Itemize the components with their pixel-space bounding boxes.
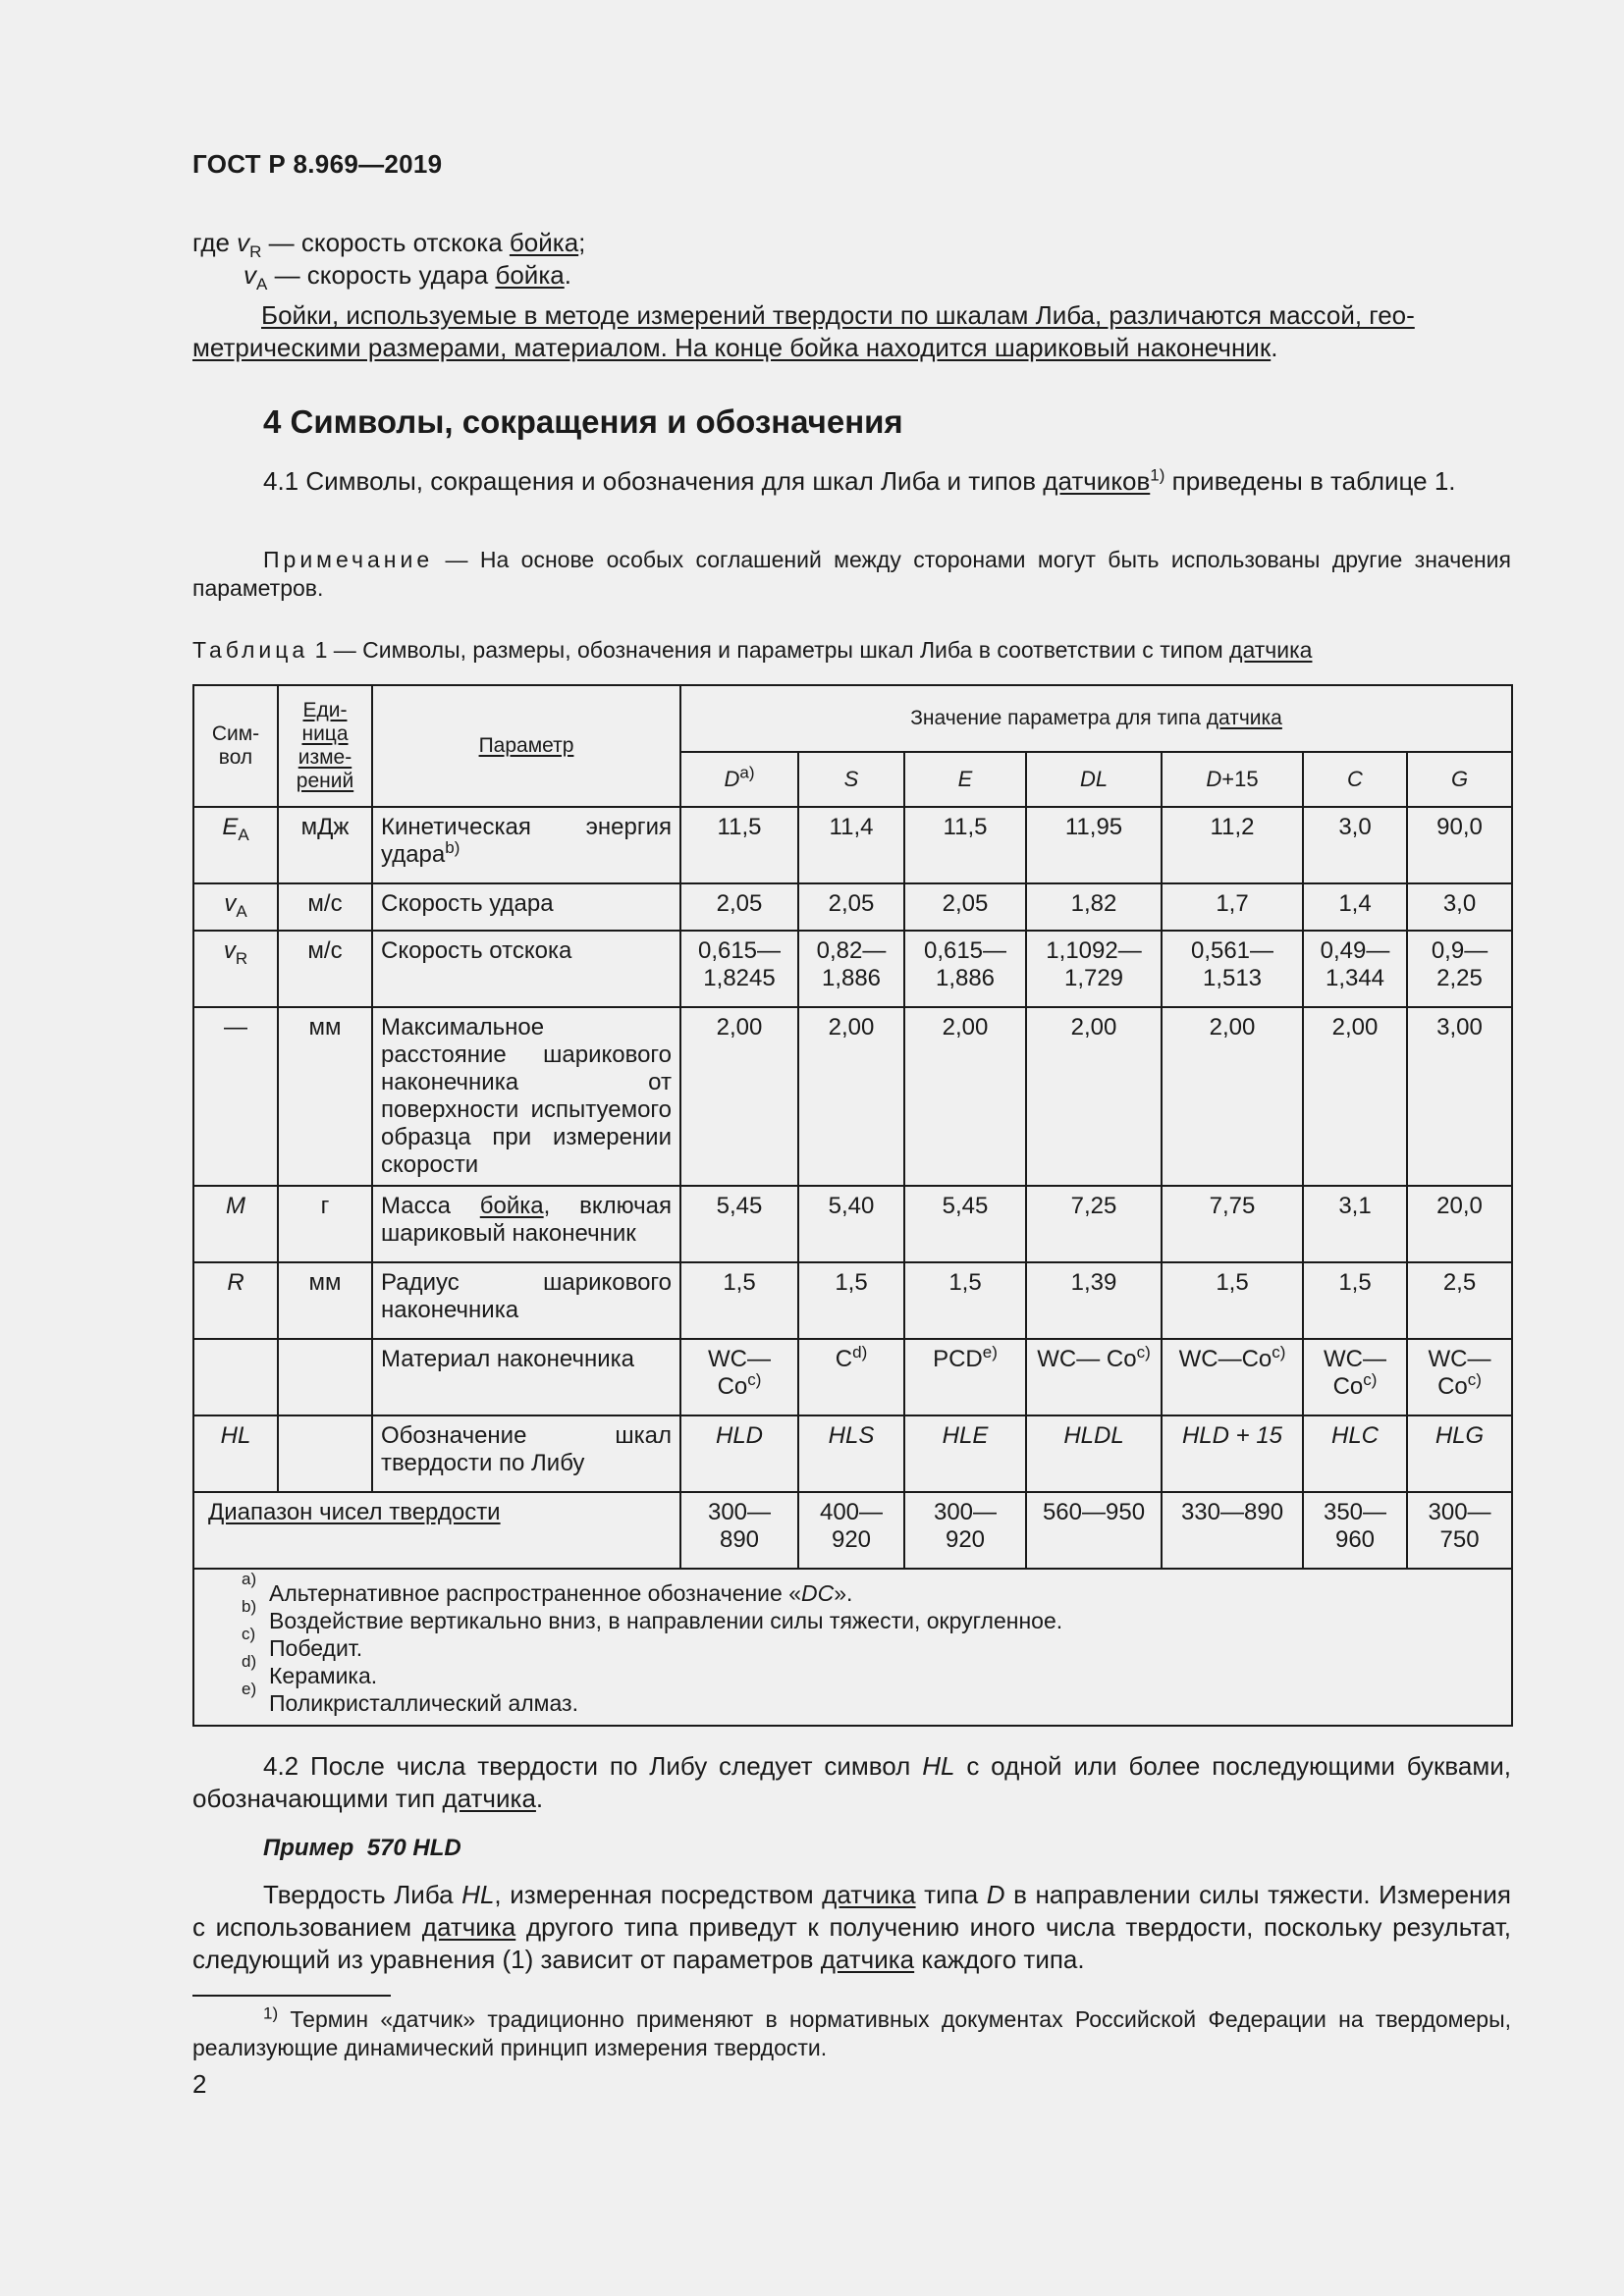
- table-row: M г Масса бойка, включая шариковый наконечник 5,45 5,40 5,45 7,25 7,75 3,1 20,0: [193, 1186, 1512, 1262]
- note: Примечание — На основе особых соглашений между сторонами могут быть использованы другие значения параметров.: [192, 547, 1511, 601]
- type-header: DL: [1026, 752, 1162, 807]
- table-caption: Таблица 1 — Символы, размеры, обозначения и параметры шкал Либа в соответствии с типом датчика: [192, 637, 1313, 663]
- example: Пример 570 HLD: [263, 1835, 461, 1861]
- definition-vr: где $v_R$ — скорость отскока бойка;: [192, 228, 586, 262]
- definition-va: $v_A$ — скорость удара бойка.: [244, 260, 571, 294]
- range-row: Диапазон чисел твердости 300— 890 400— 920 300— 920 560—950 330—890 350— 960 300— 750: [193, 1492, 1512, 1569]
- page-number: 2: [192, 2069, 207, 2099]
- term-link: бойка: [509, 228, 579, 257]
- type-header: G: [1407, 752, 1512, 807]
- paragraph-leeb: Твердость Либа HL, измеренная посредством датчика типа D в направлении силы тяжести. Измерения с использованием датчика другого типа приведут к получению иного числа твердости, поскольку результат, следующий из уравнения (1) зависит от параметров датчика каждого типа.: [192, 1880, 1512, 1974]
- footnote: a) Альтернативное распространенное обозначение «DC».: [242, 1570, 853, 1606]
- table-row: $E_A$ мДж Кинетическая энергия удара$^{b)}$ 11,5 11,4 11,5 11,95 11,2 3,0 90,0: [193, 807, 1512, 883]
- table-row: $v_A$ м/с Скорость удара 2,05 2,05 2,05 1,82 1,7 1,4 3,0: [193, 883, 1512, 931]
- clause-4-1: 4.1 Символы, сокращения и обозначения для шкал Либа и типов датчиков$^{1)}$ приведены в таблице 1.: [263, 465, 1456, 496]
- table-row: Материал наконечника WC— Co$^{c)}$ $C^{d)}$ PCD$^{e)}$ WC— Co$^{c)}$ WC—Co$^{c)}$ WC— Co$^{c)}$ WC— Co$^{c)}$: [193, 1339, 1512, 1415]
- footnote-rule: [192, 1995, 391, 1997]
- col-header-parameter: Параметр: [372, 685, 680, 807]
- type-header: S: [798, 752, 904, 807]
- table-row: $v_R$ м/с Скорость отскока 0,615— 1,8245 0,82— 1,886 0,615— 1,886 1,1092— 1,729 0,561— 1,513 0,49— 1,344 0,9— 2,25: [193, 931, 1512, 1007]
- footnote: d) Керамика.: [242, 1652, 378, 1688]
- page-footnote: $^{1)}$ Термин «датчик» традиционно применяют в нормативных документах Российской Федерации на твердомеры, реализующие динамический принцип измерения твердости.: [192, 2003, 1511, 2060]
- col-header-value-group: Значение параметра для типа датчика: [680, 685, 1512, 752]
- type-header: $D^{a)}$: [680, 752, 798, 807]
- table-footnotes: [193, 1569, 1512, 1726]
- type-header: C: [1303, 752, 1407, 807]
- col-header-symbol: Сим-вол: [193, 685, 278, 807]
- table-1: [192, 684, 1513, 1727]
- document-header: ГОСТ Р 8.969—2019: [192, 149, 443, 179]
- section-title: 4 Символы, сокращения и обозначения: [263, 403, 903, 440]
- table-row: HL Обозначение шкал твердости по Либу HLD HLS HLE HLDL HLD + 15 HLC HLG: [193, 1415, 1512, 1492]
- footnote: e) Поликристаллический алмаз.: [242, 1680, 578, 1716]
- clause-4-2: 4.2 После числа твердости по Либу следует символ HL с одной или более последующими буквами, обозначающими тип датчика.: [192, 1751, 1511, 1813]
- table-row: — мм Максимальное расстояние шарикового наконечника от поверхности испытуемого образца при измерении скорости 2,00 2,00 2,00 2,00 2,00 2,00 3,00: [193, 1007, 1512, 1186]
- col-header-unit: Еди- ница изме- рений: [278, 685, 372, 807]
- table-row: R мм Радиус шарикового наконечника 1,5 1,5 1,5 1,39 1,5 1,5 2,5: [193, 1262, 1512, 1339]
- footnote: b) Воздействие вертикально вниз, в направлении силы тяжести, округленное.: [242, 1597, 1063, 1633]
- type-header: E: [904, 752, 1026, 807]
- footnote: c) Победит.: [242, 1625, 363, 1661]
- type-header: D+15: [1162, 752, 1303, 807]
- paragraph-strikers: Бойки, используемые в методе измерений твердости по шкалам Либа, различаются массой, гео- метрическими размерами, материалом. На конце бойка находится шариковый наконечник.: [192, 300, 1415, 362]
